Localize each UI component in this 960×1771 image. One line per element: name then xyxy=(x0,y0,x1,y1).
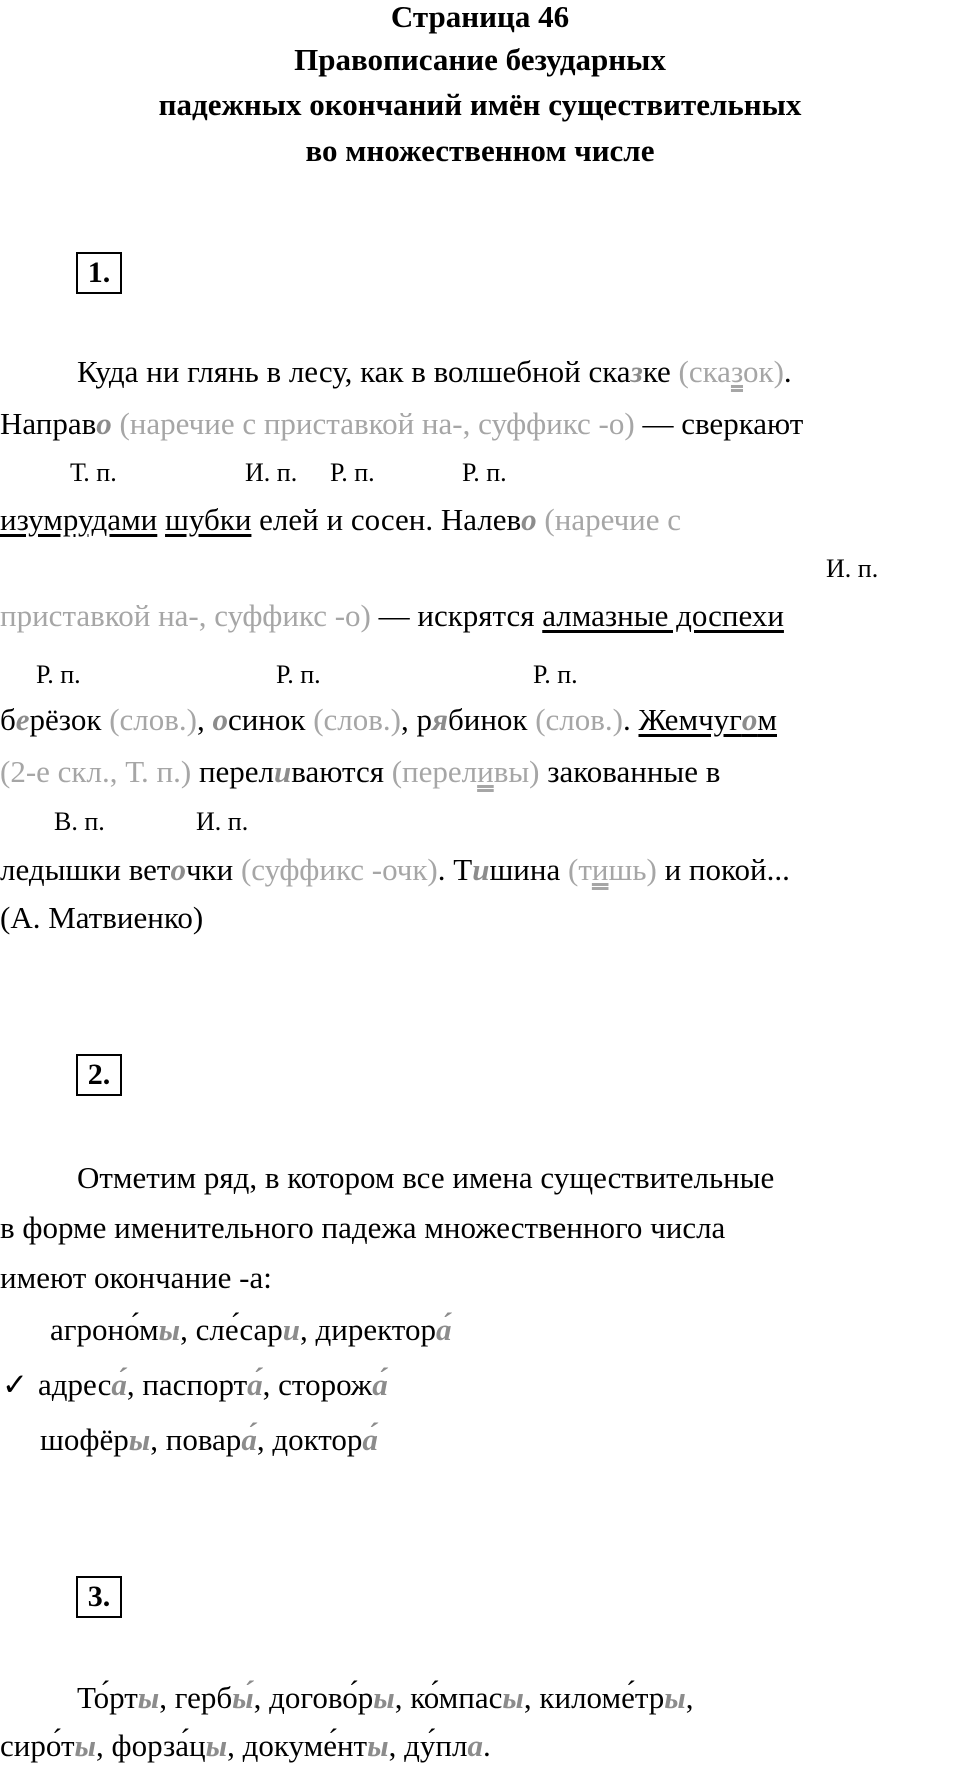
case-label: Р. п. xyxy=(36,660,81,689)
ex1-line-6: (2-е скл., Т. п.) переливаются (переливы) закованные в xyxy=(0,754,721,789)
ex3-line-2: сиро́ты, форза́цы, докуме́нты, ду́пла. xyxy=(0,1728,491,1763)
case-label: Р. п. xyxy=(276,660,321,689)
title-line-2: падежных окончаний имён существительных xyxy=(158,87,802,122)
ex2-paragraph-1: Отметим ряд, в котором все имена существительные xyxy=(77,1160,775,1195)
title-line-1: Правописание безударных xyxy=(294,42,666,77)
case-label: И. п. xyxy=(245,458,298,487)
ex2-option-1: агроно́мы, сле́сари, директора́ xyxy=(50,1312,452,1347)
case-label: Р. п. xyxy=(330,458,375,487)
ex1-line-5: берёзок (слов.), осинок (слов.), рябинок (слов.). Жемчугом xyxy=(0,702,777,737)
case-label: В. п. xyxy=(54,807,105,836)
ex1-line-3: изумрудами шубки елей и сосен. Налево (наречие с xyxy=(0,502,682,537)
ex1-line-7: ледышки веточки (суффикс -очк). Тишина (тишь) и покой... xyxy=(0,852,790,887)
exercise-3-number: 3. xyxy=(76,1576,122,1618)
page-number: Страница 46 xyxy=(390,0,570,34)
ex1-line-2: Направо (наречие с приставкой на-, суффикс -о) — сверкают xyxy=(0,406,804,441)
title-line-3: во множественном числе xyxy=(305,133,655,168)
case-label: Р. п. xyxy=(462,458,507,487)
exercise-2-number: 2. xyxy=(76,1054,122,1096)
ex2-paragraph-2: в форме именительного падежа множественного числа xyxy=(0,1210,726,1245)
ex2-paragraph-3: имеют окончание -а: xyxy=(0,1260,272,1295)
case-label: И. п. xyxy=(196,807,249,836)
ex2-option-2: ✓ адреса́, паспорта́, сторожа́ xyxy=(2,1365,388,1405)
case-label: Р. п. xyxy=(533,660,578,689)
ex1-line-4: приставкой на-, суффикс -о) — искрятся алмазные доспехи xyxy=(0,598,784,633)
ex3-line-1: То́рты, гербы́, догово́ры, ко́мпасы, киломе́тры, xyxy=(77,1680,694,1715)
exercise-1-number: 1. xyxy=(76,252,122,294)
checkmark-icon: ✓ xyxy=(2,1367,28,1402)
ex1-attribution: (А. Матвиенко) xyxy=(0,900,204,935)
case-label: И. п. xyxy=(826,554,879,583)
case-label: Т. п. xyxy=(70,458,117,487)
ex2-option-3: шофёры, повара́, доктора́ xyxy=(40,1422,378,1457)
ex1-line-1: Куда ни глянь в лесу, как в волшебной сказке (сказок). xyxy=(77,354,792,389)
